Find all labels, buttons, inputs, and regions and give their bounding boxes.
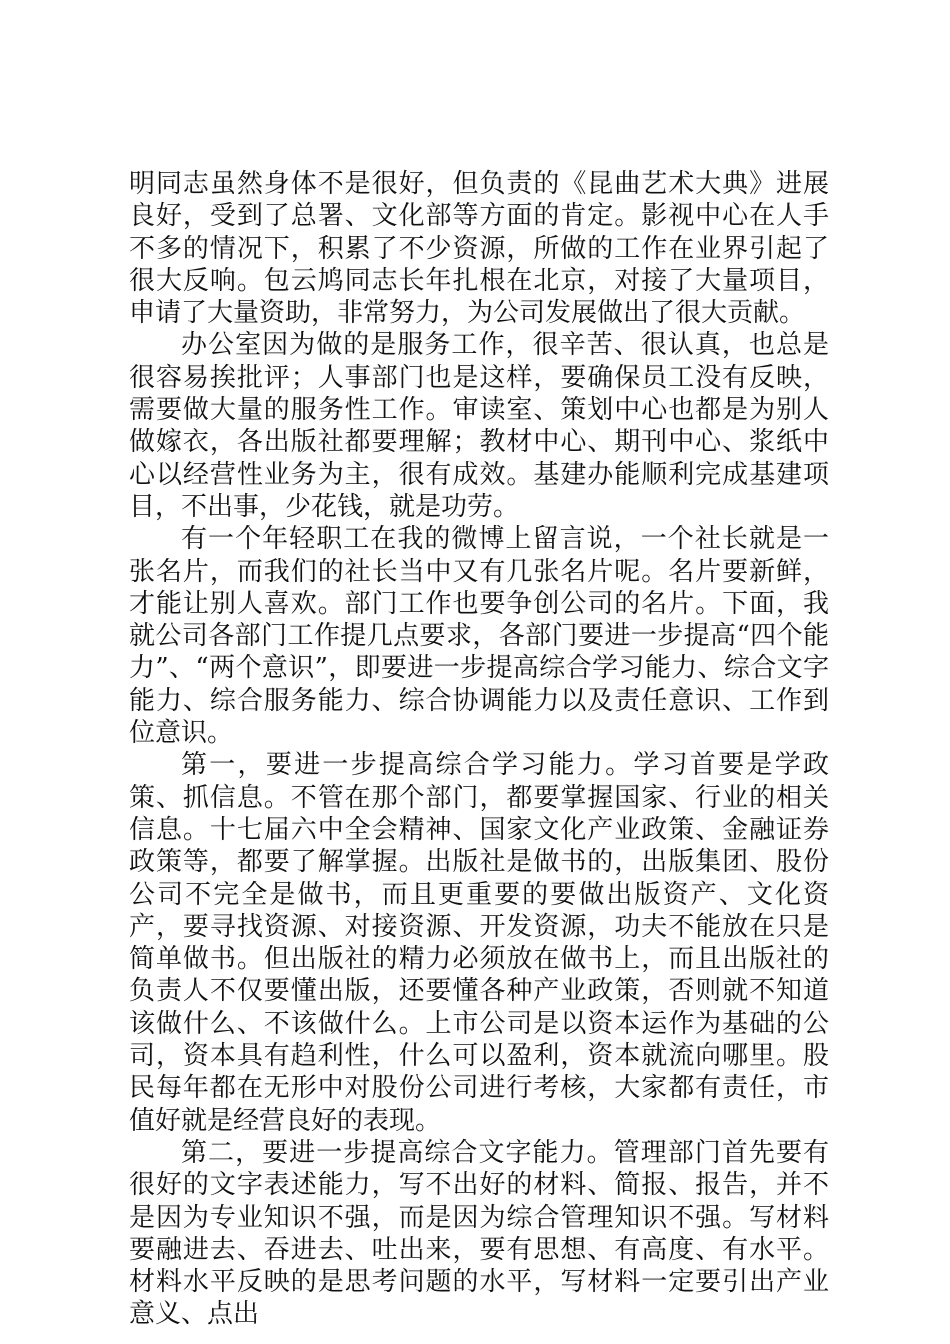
paragraph-writing-ability: 第二，要进一步提高综合文字能力。管理部门首先要有很好的文字表述能力，写不出好的材料、简报、报告，并不是因为专业知识不强，而是因为综合管理知识不强。写材料要融进去、吞进去、吐出来，要有思想、有高度、有水平。材料水平反映的是思考问题的水平，写材料一定要引出产业意义、点出	[129, 1137, 829, 1330]
paragraph-learning-ability: 第一，要进一步提高综合学习能力。学习首要是学政策、抓信息。不管在那个部门，都要掌握国家、行业的相关信息。十七届六中全会精神、国家文化产业政策、金融证券政策等，都要了解掌握。出版社是做书的，出版集团、股份公司不完全是做书，而且更重要的要做出版资产、文化资产，要寻找资源、对接资源、开发资源，功夫不能放在只是简单做书。但出版社的精力必须放在做书上，而且出版社的负责人不仅要懂出版，还要懂各种产业政策，否则就不知道该做什么、不该做什么。上市公司是以资本运作为基础的公司，资本具有趋利性，什么可以盈利，资本就流向哪里。股民每年都在无形中对股份公司进行考核，大家都有责任，市值好就是经营良好的表现。	[129, 750, 829, 1136]
paragraph-business-card: 有一个年轻职工在我的微博上留言说，一个社长就是一张名片，而我们的社长当中又有几张名片呢。名片要新鲜，才能让别人喜欢。部门工作也要争创公司的名片。下面，我就公司各部门工作提几点要求，各部门要进一步提高“四个能力”、“两个意识”，即要进一步提高综合学习能力、综合文字能力、综合服务能力、综合协调能力以及责任意识、工作到位意识。	[129, 524, 829, 749]
document-body	[129, 168, 829, 1331]
paragraph-office-work: 办公室因为做的是服务工作，很辛苦、很认真，也总是很容易挨批评；人事部门也是这样，要确保员工没有反映，需要做大量的服务性工作。审读室、策划中心也都是为别人做嫁衣，各出版社都要理解；教材中心、期刊中心、浆纸中心以经营性业务为主，很有成效。基建办能顺利完成基建项目，不出事，少花钱，就是功劳。	[129, 330, 829, 522]
paragraph-continuation: 明同志虽然身体不是很好，但负责的《昆曲艺术大典》进展良好，受到了总署、文化部等方面的肯定。影视中心在人手不多的情况下，积累了不少资源，所做的工作在业界引起了很大反响。包云鸠同志长年扎根在北京，对接了大量项目，申请了大量资助，非常努力，为公司发展做出了很大贡献。	[129, 169, 829, 329]
